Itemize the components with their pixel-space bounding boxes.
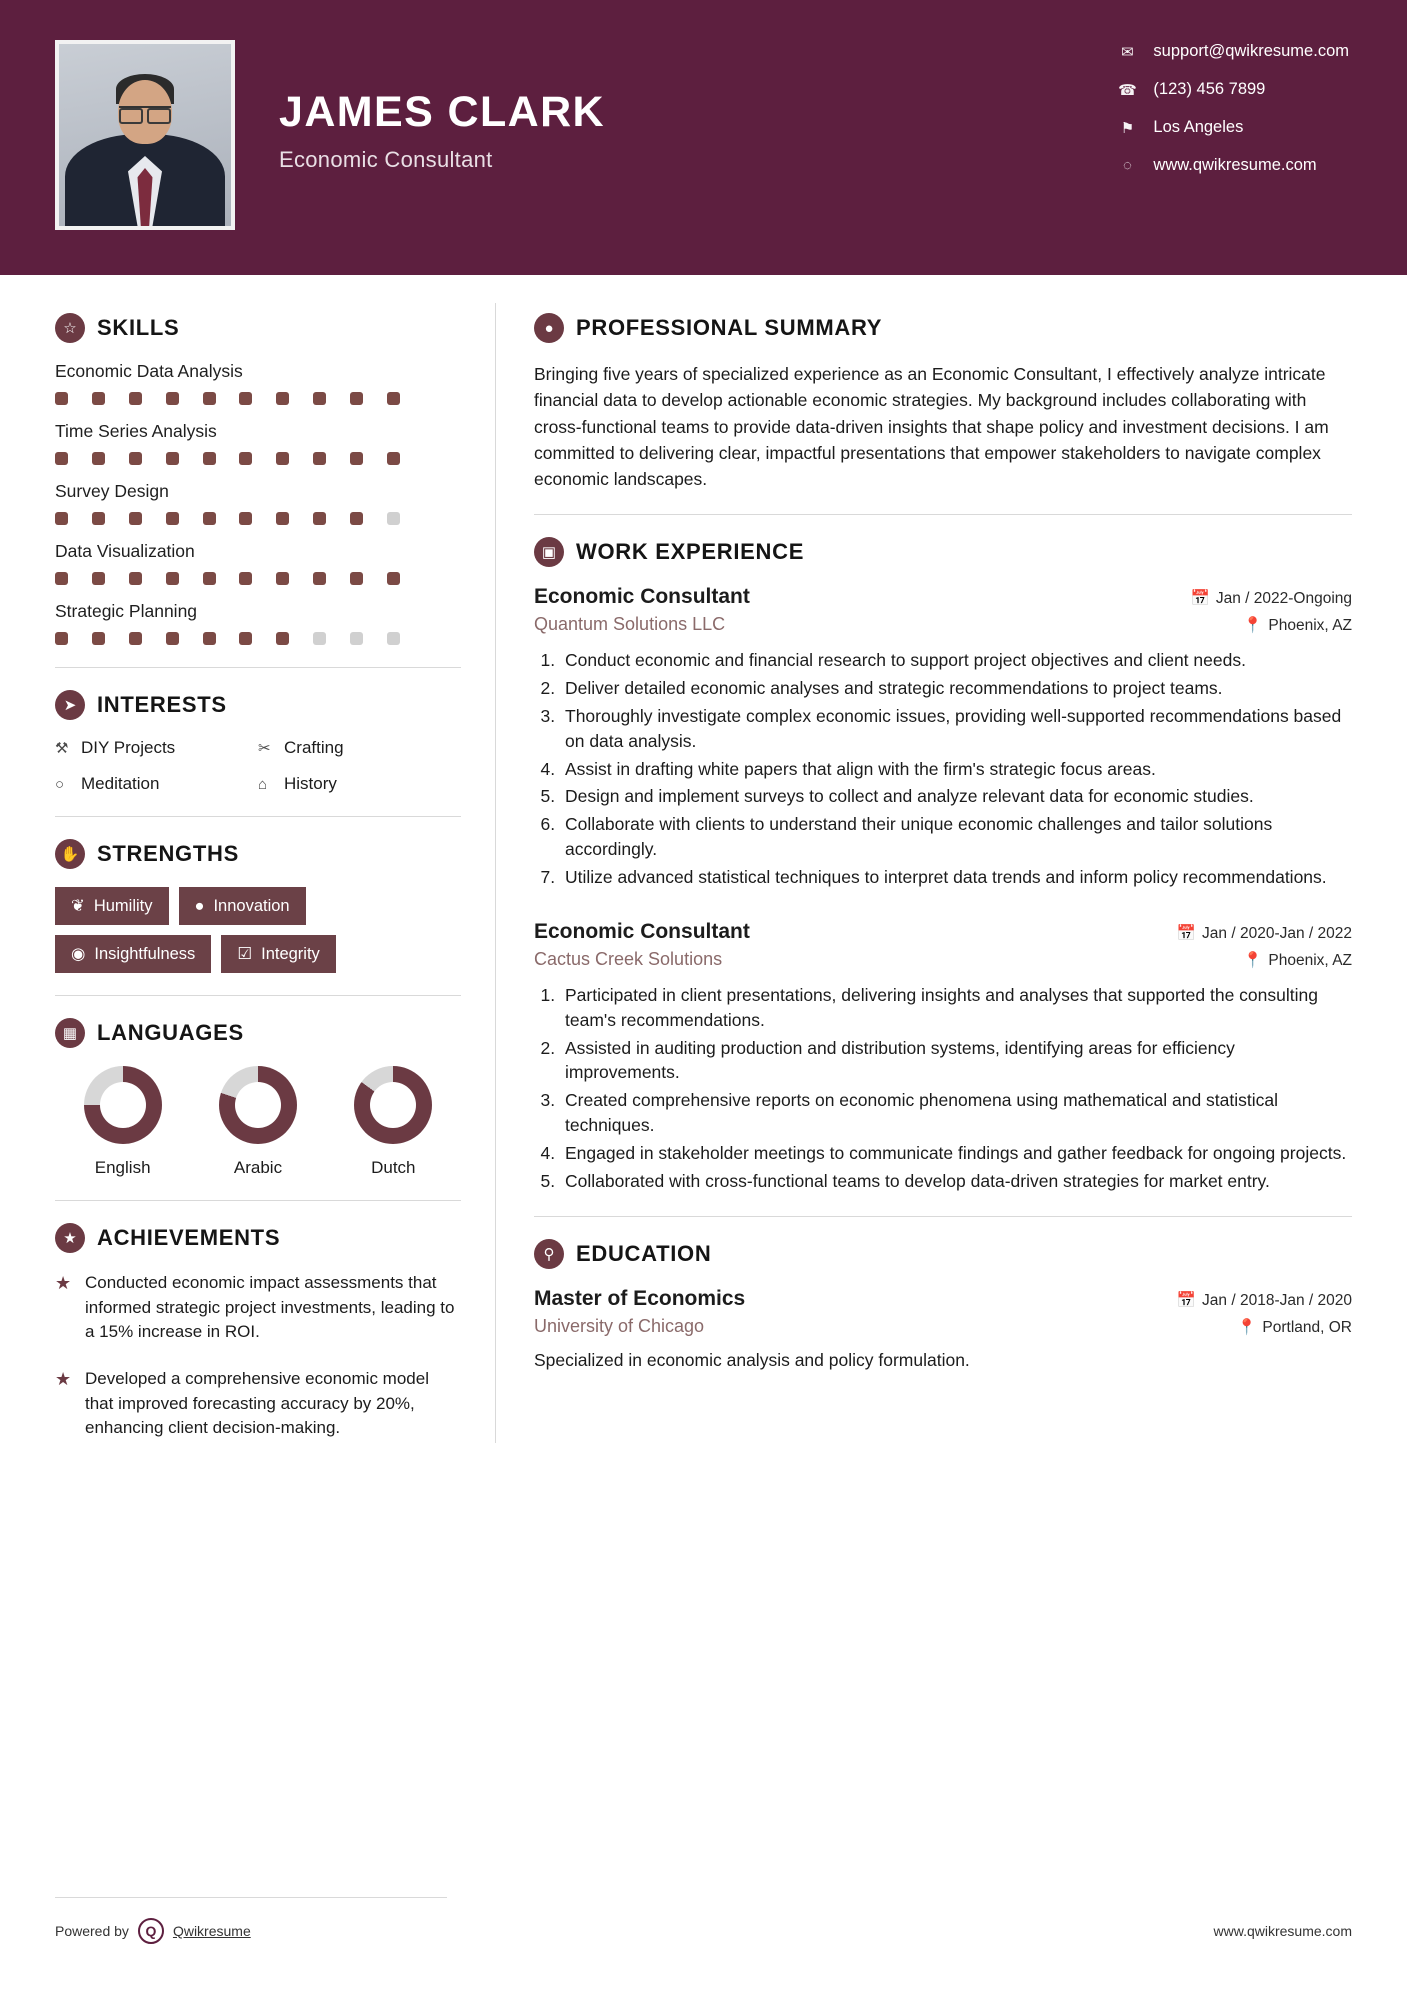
skill-rating xyxy=(55,512,400,525)
skill-name: Strategic Planning xyxy=(55,601,198,621)
section-header-languages xyxy=(55,1018,461,1048)
lightbulb-icon: ☆ xyxy=(55,313,85,343)
scissors-icon: ✂ xyxy=(258,740,271,757)
skill-rating-dot xyxy=(55,392,68,405)
language-name: Arabic xyxy=(233,1158,283,1177)
user-circle-icon: ● xyxy=(534,313,564,343)
language-item xyxy=(203,1066,313,1178)
job-location: 📍 Phoenix, AZ xyxy=(1243,951,1352,969)
sidebar-column xyxy=(55,275,495,1463)
section-header-achievements xyxy=(55,1223,461,1253)
skill-rating xyxy=(55,452,400,465)
skill-rating-dot xyxy=(276,572,289,585)
skills-list xyxy=(55,361,461,645)
page-footer xyxy=(55,1918,1352,1944)
skill-rating-dot xyxy=(129,392,142,405)
language-progress-ring xyxy=(84,1066,162,1144)
section-professional-summary xyxy=(534,313,1352,492)
job-bullet: 4. Assist in drafting white papers that align with the firm's strategic focus areas. xyxy=(560,757,1352,782)
interest-item xyxy=(258,738,461,758)
skill-rating-dot xyxy=(203,452,216,465)
skill-rating-dot xyxy=(313,452,326,465)
star-badge-icon: ★ xyxy=(55,1223,85,1253)
contact-item-phone[interactable] xyxy=(1115,80,1349,99)
skill-rating-dot xyxy=(387,452,400,465)
skill-rating-dot xyxy=(387,392,400,405)
calendar-icon: 📅 xyxy=(1176,924,1197,942)
wrench-icon: ⚒ xyxy=(55,740,69,757)
job-role-subtitle: Economic Consultant xyxy=(279,147,493,173)
divider xyxy=(55,995,461,996)
envelope-icon: ✉ xyxy=(1121,43,1134,61)
divider xyxy=(55,667,461,668)
calendar-icon: 📅 xyxy=(1176,1291,1197,1309)
language-item xyxy=(338,1066,448,1178)
avatar xyxy=(55,40,235,230)
check-square-icon: ☑ xyxy=(237,945,253,963)
achievement-text: Conducted economic impact assessments that informed strategic project investments, leading to a 15% increase in ROI. xyxy=(85,1273,455,1342)
job-bullet: 5. Collaborated with cross-functional teams to develop data-driven strategies for market entry. xyxy=(560,1169,1352,1194)
main-column xyxy=(496,275,1352,1463)
interest-item xyxy=(55,738,258,758)
skill-rating-dot xyxy=(239,512,252,525)
achievement-item xyxy=(55,1367,461,1441)
location-pin-icon: 📍 xyxy=(1243,617,1263,635)
job-bullet-list xyxy=(560,648,1352,890)
strength-chip xyxy=(221,935,336,973)
skill-rating-dot xyxy=(350,512,363,525)
strengths-list xyxy=(55,887,461,973)
location-pin-icon: 📍 xyxy=(1243,951,1263,969)
strength-label: Integrity xyxy=(261,944,320,963)
achievement-item xyxy=(55,1271,461,1345)
section-title-education: EDUCATION xyxy=(576,1240,712,1266)
skill-rating-dot xyxy=(55,572,68,585)
interest-item xyxy=(258,774,461,794)
footer-divider xyxy=(55,1897,447,1898)
skill-rating-dot xyxy=(203,632,216,645)
job-location: 📍 Phoenix, AZ xyxy=(1243,617,1352,635)
skill-name: Data Visualization xyxy=(55,541,195,561)
skill-rating-dot xyxy=(129,572,142,585)
section-languages xyxy=(55,1018,461,1178)
section-header-summary xyxy=(534,313,1352,343)
circle-icon: ○ xyxy=(55,775,65,793)
skill-rating-dot xyxy=(313,392,326,405)
skill-rating-dot xyxy=(166,452,179,465)
leaf-icon: ❦ xyxy=(71,897,85,915)
interest-item xyxy=(55,774,258,794)
divider xyxy=(534,514,1352,515)
graduation-icon: ⚲ xyxy=(534,1239,564,1269)
language-progress-ring xyxy=(219,1066,297,1144)
skill-rating-dot xyxy=(276,452,289,465)
skill-rating-dot xyxy=(313,572,326,585)
location-pin-icon: 📍 xyxy=(1237,1318,1257,1336)
section-title-achievements: ACHIEVEMENTS xyxy=(97,1225,281,1250)
resume-header xyxy=(0,0,1407,275)
job-dates: 📅 Jan / 2020-Jan / 2022 xyxy=(1176,924,1352,942)
skill-rating-dot xyxy=(387,512,400,525)
interests-list xyxy=(55,738,461,794)
education-list xyxy=(534,1287,1352,1371)
section-strengths xyxy=(55,839,461,973)
skill-rating-dot xyxy=(203,392,216,405)
interest-label: DIY Projects xyxy=(81,738,176,757)
section-education xyxy=(534,1239,1352,1371)
skill-rating-dot xyxy=(55,632,68,645)
skill-rating-dot xyxy=(129,632,142,645)
footer-website[interactable]: www.qwikresume.com xyxy=(1213,1923,1352,1939)
achievement-text: Developed a comprehensive economic model that improved forecasting accuracy by 20%, enhancing client decision-making. xyxy=(85,1368,429,1438)
section-skills xyxy=(55,313,461,645)
contact-phone-value: (123) 456 7899 xyxy=(1153,80,1266,98)
skill-rating-dot xyxy=(239,392,252,405)
degree-title: Master of Economics xyxy=(534,1286,746,1310)
location-pin-icon: ⚑ xyxy=(1120,119,1135,137)
page-title: JAMES CLARK xyxy=(279,88,605,136)
skill-rating-dot xyxy=(129,452,142,465)
skill-rating-dot xyxy=(166,572,179,585)
language-name: English xyxy=(94,1158,151,1177)
section-header-interests xyxy=(55,690,461,720)
work-entry xyxy=(534,920,1352,1194)
fist-icon: ✋ xyxy=(55,839,85,869)
phone-icon: ☎ xyxy=(1118,81,1137,99)
skill-rating-dot xyxy=(166,392,179,405)
contact-item-email[interactable] xyxy=(1115,42,1349,61)
skill-rating-dot xyxy=(239,632,252,645)
job-bullet-list xyxy=(560,983,1352,1194)
job-bullet: 1. Participated in client presentations, delivering insights and analyses that supported the consulting team's recommendations. xyxy=(560,983,1352,1033)
interest-label: Meditation xyxy=(81,774,160,793)
contact-email-value: support@qwikresume.com xyxy=(1153,42,1349,60)
bank-icon: ⌂ xyxy=(258,775,268,793)
education-dates: 📅 Jan / 2018-Jan / 2020 xyxy=(1176,1291,1352,1309)
job-bullet: 1. Conduct economic and financial research to support project objectives and client needs. xyxy=(560,648,1352,673)
education-location: 📍 Portland, OR xyxy=(1237,1318,1352,1336)
work-entry xyxy=(534,585,1352,890)
skill-rating-dot xyxy=(350,392,363,405)
summary-text: Bringing five years of specialized experience as an Economic Consultant, I effectively analyze intricate financial data to develop actionable economic strategies. My background includes collaborating with cross-functional teams to provide data-driven insights that shape policy and investment decisions. I am committed to delivering clear, impactful presentations that empower stakeholders to navigate complex economic landscapes. xyxy=(534,364,1329,489)
skill-rating-dot xyxy=(55,512,68,525)
paper-plane-icon: ➤ xyxy=(55,690,85,720)
job-bullet: 3. Thoroughly investigate complex economic issues, providing well-supported recommendations based on data analysis. xyxy=(560,704,1352,754)
section-header-education xyxy=(534,1239,1352,1269)
briefcase-icon: ▣ xyxy=(534,537,564,567)
strength-chip xyxy=(55,887,169,925)
skill-rating-dot xyxy=(350,452,363,465)
bulb-icon: ● xyxy=(194,896,205,915)
skill-rating-dot xyxy=(239,572,252,585)
language-name: Dutch xyxy=(371,1158,416,1177)
job-title: Economic Consultant xyxy=(534,919,750,943)
job-dates: 📅 Jan / 2022-Ongoing xyxy=(1190,590,1352,608)
contact-item-website[interactable] xyxy=(1115,156,1349,175)
skill-rating-dot xyxy=(387,632,400,645)
section-title-strengths: STRENGTHS xyxy=(97,841,239,866)
job-bullet: 4. Engaged in stakeholder meetings to communicate findings and gather feedback for ongoing projects. xyxy=(560,1141,1352,1166)
skill-name: Economic Data Analysis xyxy=(55,361,243,381)
divider xyxy=(534,1216,1352,1217)
skill-rating-dot xyxy=(166,512,179,525)
skill-rating-dot xyxy=(129,512,142,525)
eye-icon: ◉ xyxy=(71,945,86,963)
strength-label: Insightfulness xyxy=(94,944,196,963)
contact-location-value: Los Angeles xyxy=(1153,118,1244,136)
resume-body xyxy=(0,275,1407,1463)
qwikresume-logo-icon: Q xyxy=(138,1918,164,1944)
skill-name: Survey Design xyxy=(55,481,169,501)
skill-rating-dot xyxy=(92,512,105,525)
languages-list xyxy=(55,1066,461,1178)
section-title-interests: INTERESTS xyxy=(97,692,227,717)
calendar-icon: 📅 xyxy=(1190,590,1210,608)
school-name: University of Chicago xyxy=(534,1315,705,1336)
contact-website-value: www.qwikresume.com xyxy=(1153,156,1317,174)
section-work-experience xyxy=(534,537,1352,1193)
divider xyxy=(55,816,461,817)
language-item xyxy=(68,1066,178,1178)
skill-rating-dot xyxy=(203,572,216,585)
section-header-work xyxy=(534,537,1352,567)
skill-rating-dot xyxy=(92,632,105,645)
education-description: Specialized in economic analysis and policy formulation. xyxy=(534,1349,970,1370)
skill-rating-dot xyxy=(350,572,363,585)
job-bullet: 3. Created comprehensive reports on economic phenomena using mathematical and statistical techniques. xyxy=(560,1088,1352,1138)
contact-item-location[interactable] xyxy=(1115,118,1349,137)
skill-rating-dot xyxy=(166,632,179,645)
section-title-skills: SKILLS xyxy=(97,315,180,340)
skill-rating-dot xyxy=(276,392,289,405)
powered-by-label: Powered by xyxy=(55,1923,129,1939)
section-title-summary: PROFESSIONAL SUMMARY xyxy=(576,315,883,340)
skill-rating-dot xyxy=(92,452,105,465)
skill-rating-dot xyxy=(313,512,326,525)
work-list xyxy=(534,585,1352,1193)
strength-chip xyxy=(55,935,211,973)
achievements-list xyxy=(55,1271,461,1441)
skill-name: Time Series Analysis xyxy=(55,421,217,441)
section-achievements xyxy=(55,1223,461,1441)
job-company: Cactus Creek Solutions xyxy=(534,948,723,969)
star-icon: ★ xyxy=(55,1273,72,1293)
contact-list xyxy=(1115,42,1349,194)
job-company: Quantum Solutions LLC xyxy=(534,614,726,635)
skill-rating-dot xyxy=(350,632,363,645)
job-bullet: 2. Deliver detailed economic analyses and strategic recommendations to project teams. xyxy=(560,676,1352,701)
id-card-icon: ▦ xyxy=(55,1018,85,1048)
skill-rating-dot xyxy=(239,452,252,465)
education-entry xyxy=(534,1287,1352,1371)
qwikresume-brand-link[interactable]: Qwikresume xyxy=(172,1923,251,1939)
skill-rating-dot xyxy=(55,452,68,465)
section-header-strengths xyxy=(55,839,461,869)
language-progress-ring xyxy=(354,1066,432,1144)
divider xyxy=(55,1200,461,1201)
skill-rating xyxy=(55,572,400,585)
job-bullet: 7. Utilize advanced statistical techniques to interpret data trends and inform policy recommendations. xyxy=(560,865,1352,890)
interest-label: History xyxy=(284,774,337,793)
strength-label: Humility xyxy=(93,896,153,915)
job-bullet: 5. Design and implement surveys to collect and analyze relevant data for economic studies. xyxy=(560,784,1352,809)
section-title-languages: LANGUAGES xyxy=(97,1020,244,1045)
name-block xyxy=(279,40,605,173)
skill-rating xyxy=(55,632,400,645)
interest-label: Crafting xyxy=(284,738,344,757)
skill-rating-dot xyxy=(313,632,326,645)
skill-rating xyxy=(55,392,400,405)
job-bullet: 6. Collaborate with clients to understand their unique economic challenges and tailor solutions accordingly. xyxy=(560,812,1352,862)
section-interests xyxy=(55,690,461,794)
skill-rating-dot xyxy=(92,392,105,405)
skill-rating-dot xyxy=(92,572,105,585)
star-icon: ★ xyxy=(55,1368,72,1389)
skill-rating-dot xyxy=(276,632,289,645)
skill-rating-dot xyxy=(276,512,289,525)
job-title: Economic Consultant xyxy=(534,585,750,609)
strength-chip xyxy=(179,887,306,925)
section-header-skills xyxy=(55,313,461,343)
section-title-work: WORK EXPERIENCE xyxy=(576,539,805,565)
skill-rating-dot xyxy=(387,572,400,585)
globe-icon: ◌ xyxy=(1122,157,1132,174)
job-bullet: 2. Assisted in auditing production and distribution systems, identifying areas for efficiency improvements. xyxy=(560,1036,1352,1086)
strength-label: Innovation xyxy=(213,896,290,915)
skill-rating-dot xyxy=(203,512,216,525)
